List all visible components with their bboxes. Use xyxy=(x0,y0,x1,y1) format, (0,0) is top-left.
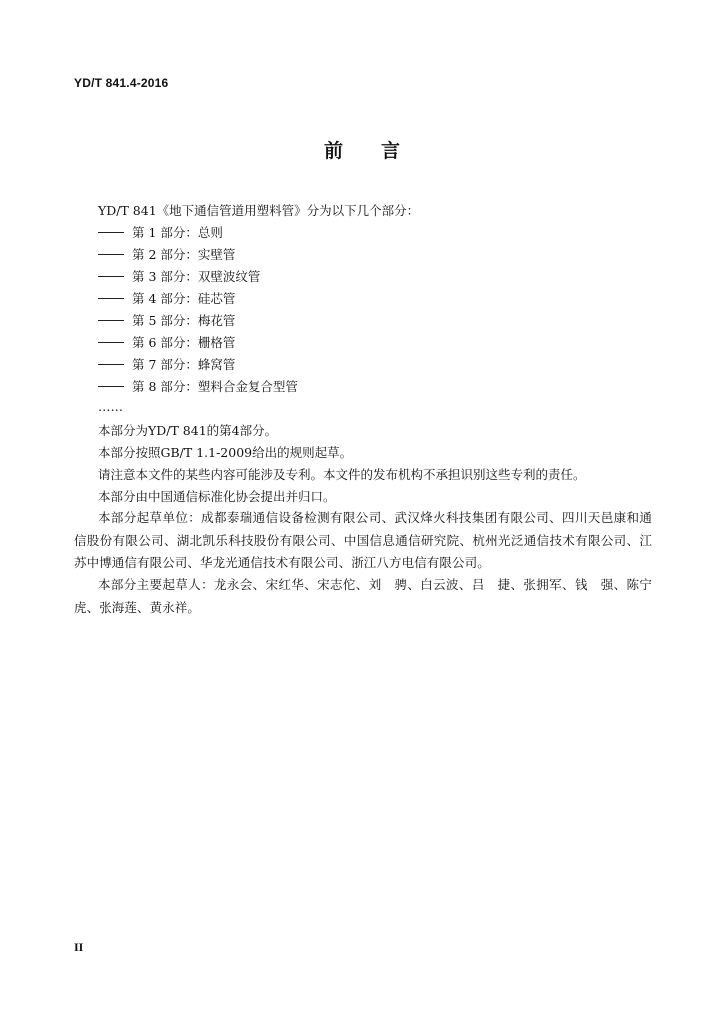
ellipsis: …… xyxy=(98,399,123,414)
part-label: 第 1 部分：总则 xyxy=(132,225,223,240)
list-item xyxy=(98,225,223,241)
page-number: II xyxy=(74,940,84,954)
part-label: 第 3 部分：双壁波纹管 xyxy=(132,269,261,284)
page-title xyxy=(0,136,724,163)
list-item xyxy=(98,291,235,307)
dash-marker xyxy=(98,276,124,277)
drafters-paragraph: 本部分主要起草人：龙永会、宋红华、宋志佗、刘 骋、白云波、吕 捷、张拥军、钱 强、陈宁虎、张海莲、黄永祥。 xyxy=(74,577,652,615)
list-item xyxy=(98,269,260,285)
drafting-rule-statement: 本部分按照GB/T 1.1-2009给出的规则起草。 xyxy=(98,445,353,460)
part-label: 第 7 部分：蜂窝管 xyxy=(132,357,236,372)
part-label: 第 5 部分：梅花管 xyxy=(132,313,236,328)
list-item xyxy=(98,247,235,263)
title-char-1: 前 xyxy=(323,140,343,162)
list-item xyxy=(98,357,235,373)
dash-marker xyxy=(98,232,124,233)
part-label: 第 8 部分：塑料合金复合型管 xyxy=(132,379,298,394)
list-item xyxy=(98,313,235,329)
part-label: 第 4 部分：硅芯管 xyxy=(132,291,236,306)
intro-text: YD/T 841《地下通信管道用塑料管》分为以下几个部分： xyxy=(98,203,420,218)
dash-marker xyxy=(98,342,124,343)
dash-marker xyxy=(98,364,124,365)
dash-marker xyxy=(98,298,124,299)
list-item xyxy=(98,379,298,395)
part-label: 第 6 部分：栅格管 xyxy=(132,335,236,350)
part-of-statement: 本部分为YD/T 841的第4部分。 xyxy=(98,423,278,438)
dash-marker xyxy=(98,254,124,255)
list-item xyxy=(98,335,235,351)
dash-marker xyxy=(98,386,124,387)
dash-marker xyxy=(98,320,124,321)
proposer-statement: 本部分由中国通信标准化协会提出并归口。 xyxy=(98,489,336,504)
part-label: 第 2 部分：实壁管 xyxy=(132,247,236,262)
document-code: YD/T 841.4-2016 xyxy=(74,76,169,90)
title-char-2: 言 xyxy=(381,140,401,162)
drafting-units-paragraph: 本部分起草单位：成都泰瑞通信设备检测有限公司、武汉烽火科技集团有限公司、四川天邑康和通信股份有限公司、湖北凯乐科技股份有限公司、中国信息通信研究院、杭州光泛通信技术有限公司、江苏中博通信有限公司、华龙光通信技术有限公司、浙江八方电信有限公司。 xyxy=(74,510,652,570)
patent-notice: 请注意本文件的某些内容可能涉及专利。本文件的发布机构不承担识别这些专利的责任。 xyxy=(98,467,586,482)
